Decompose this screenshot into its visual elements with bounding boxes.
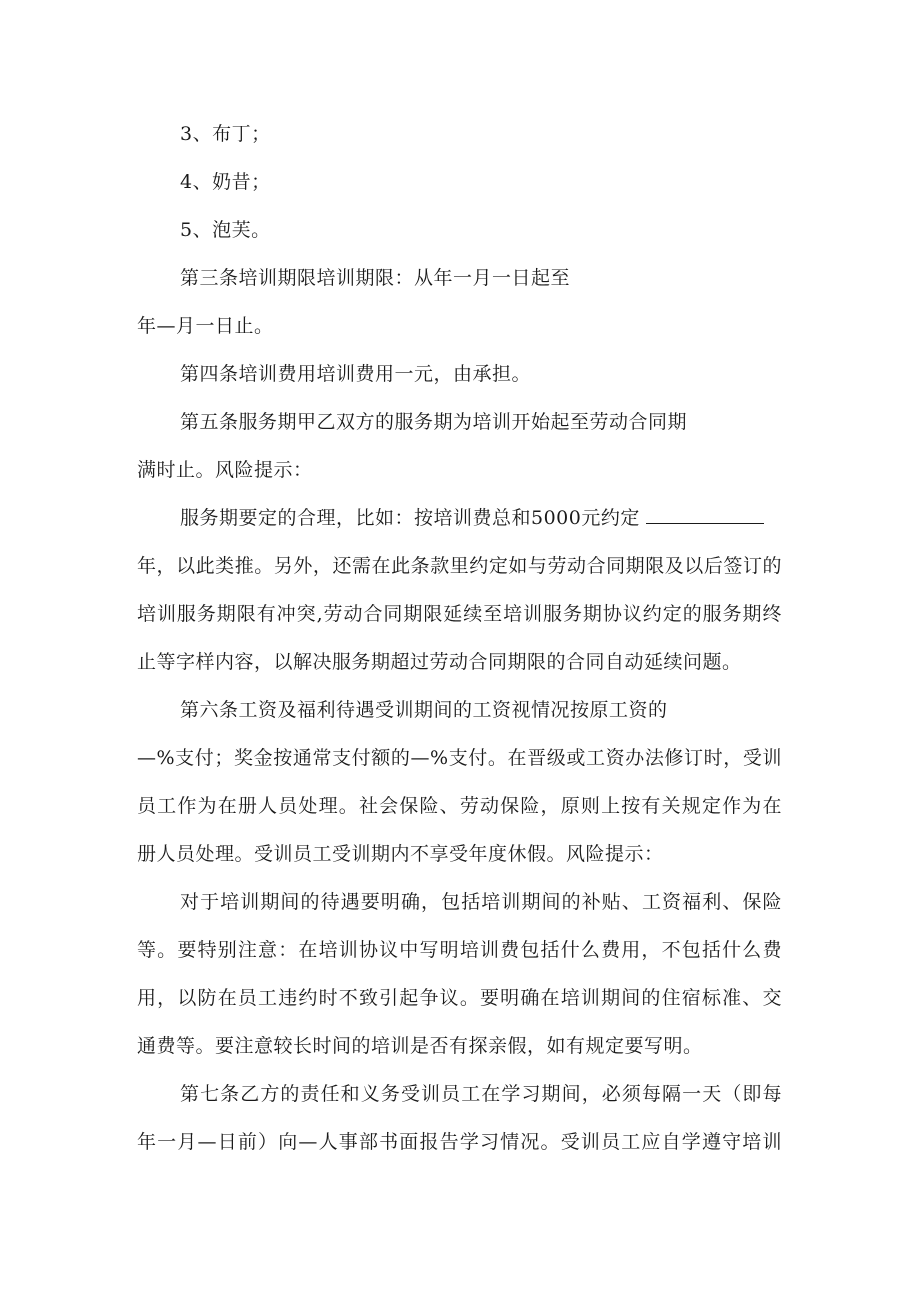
list-item-3: 3、布丁； bbox=[180, 123, 271, 145]
treatment-note-line-2: 等。要特别注意：在培训协议中写明培训费包括什么费用，不包括什么费 bbox=[137, 939, 782, 961]
risk-note-line-1 bbox=[180, 506, 764, 530]
article-6-line-3: 员工作为在册人员处理。社会保险、劳动保险，原则上按有关规定作为在 bbox=[137, 795, 782, 817]
treatment-note-line-1: 对于培训期间的待遇要明确，包括培训期间的补贴、工资福利、保险 bbox=[180, 891, 782, 913]
list-item-5: 5、泡芙。 bbox=[180, 219, 271, 241]
article-6-line-2: —%支付；奖金按通常支付额的—%支付。在晋级或工资办法修订时，受训 bbox=[137, 747, 782, 769]
article-6-line-1: 第六条工资及福利待遇受训期间的工资视情况按原工资的 bbox=[180, 699, 668, 721]
article-7-line-1: 第七条乙方的责任和义务受训员工在学习期间，必须每隔一天（即每 bbox=[180, 1083, 782, 1105]
risk-note-line-3: 培训服务期限有冲突,劳动合同期限延续至培训服务期协议约定的服务期终 bbox=[137, 603, 782, 625]
list-item-4: 4、奶昔； bbox=[180, 171, 271, 193]
risk-note-line-4: 止等字样内容，以解决服务期超过劳动合同期限的合同自动延续问题。 bbox=[137, 651, 742, 673]
fill-in-blank bbox=[646, 507, 764, 524]
treatment-note-line-3: 用，以防在员工违约时不致引起争议。要明确在培训期间的住宿标准、交 bbox=[137, 987, 782, 1009]
risk-note-line-2: 年，以此类推。另外，还需在此条款里约定如与劳动合同期限及以后签订的 bbox=[137, 555, 782, 577]
article-3-line-1: 第三条培训期限培训期限：从年一月一日起至 bbox=[180, 267, 571, 289]
article-4-line: 第四条培训费用培训费用一元，由承担。 bbox=[180, 363, 532, 385]
risk-note-text: 服务期要定的合理，比如：按培训费总和5000元约定 bbox=[180, 507, 640, 529]
article-5-line-2: 满时止。风险提示： bbox=[137, 459, 313, 481]
article-6-line-4: 册人员处理。受训员工受训期内不享受年度休假。风险提示： bbox=[137, 843, 664, 865]
treatment-note-line-4: 通费等。要注意较长时间的培训是否有探亲假，如有规定要写明。 bbox=[137, 1035, 703, 1057]
article-7-line-2: 年一月—日前）向—人事部书面报告学习情况。受训员工应自学遵守培训 bbox=[137, 1131, 782, 1153]
article-5-line-1: 第五条服务期甲乙双方的服务期为培训开始起至劳动合同期 bbox=[180, 411, 688, 433]
article-3-line-2: 年—月一日止。 bbox=[137, 315, 274, 337]
